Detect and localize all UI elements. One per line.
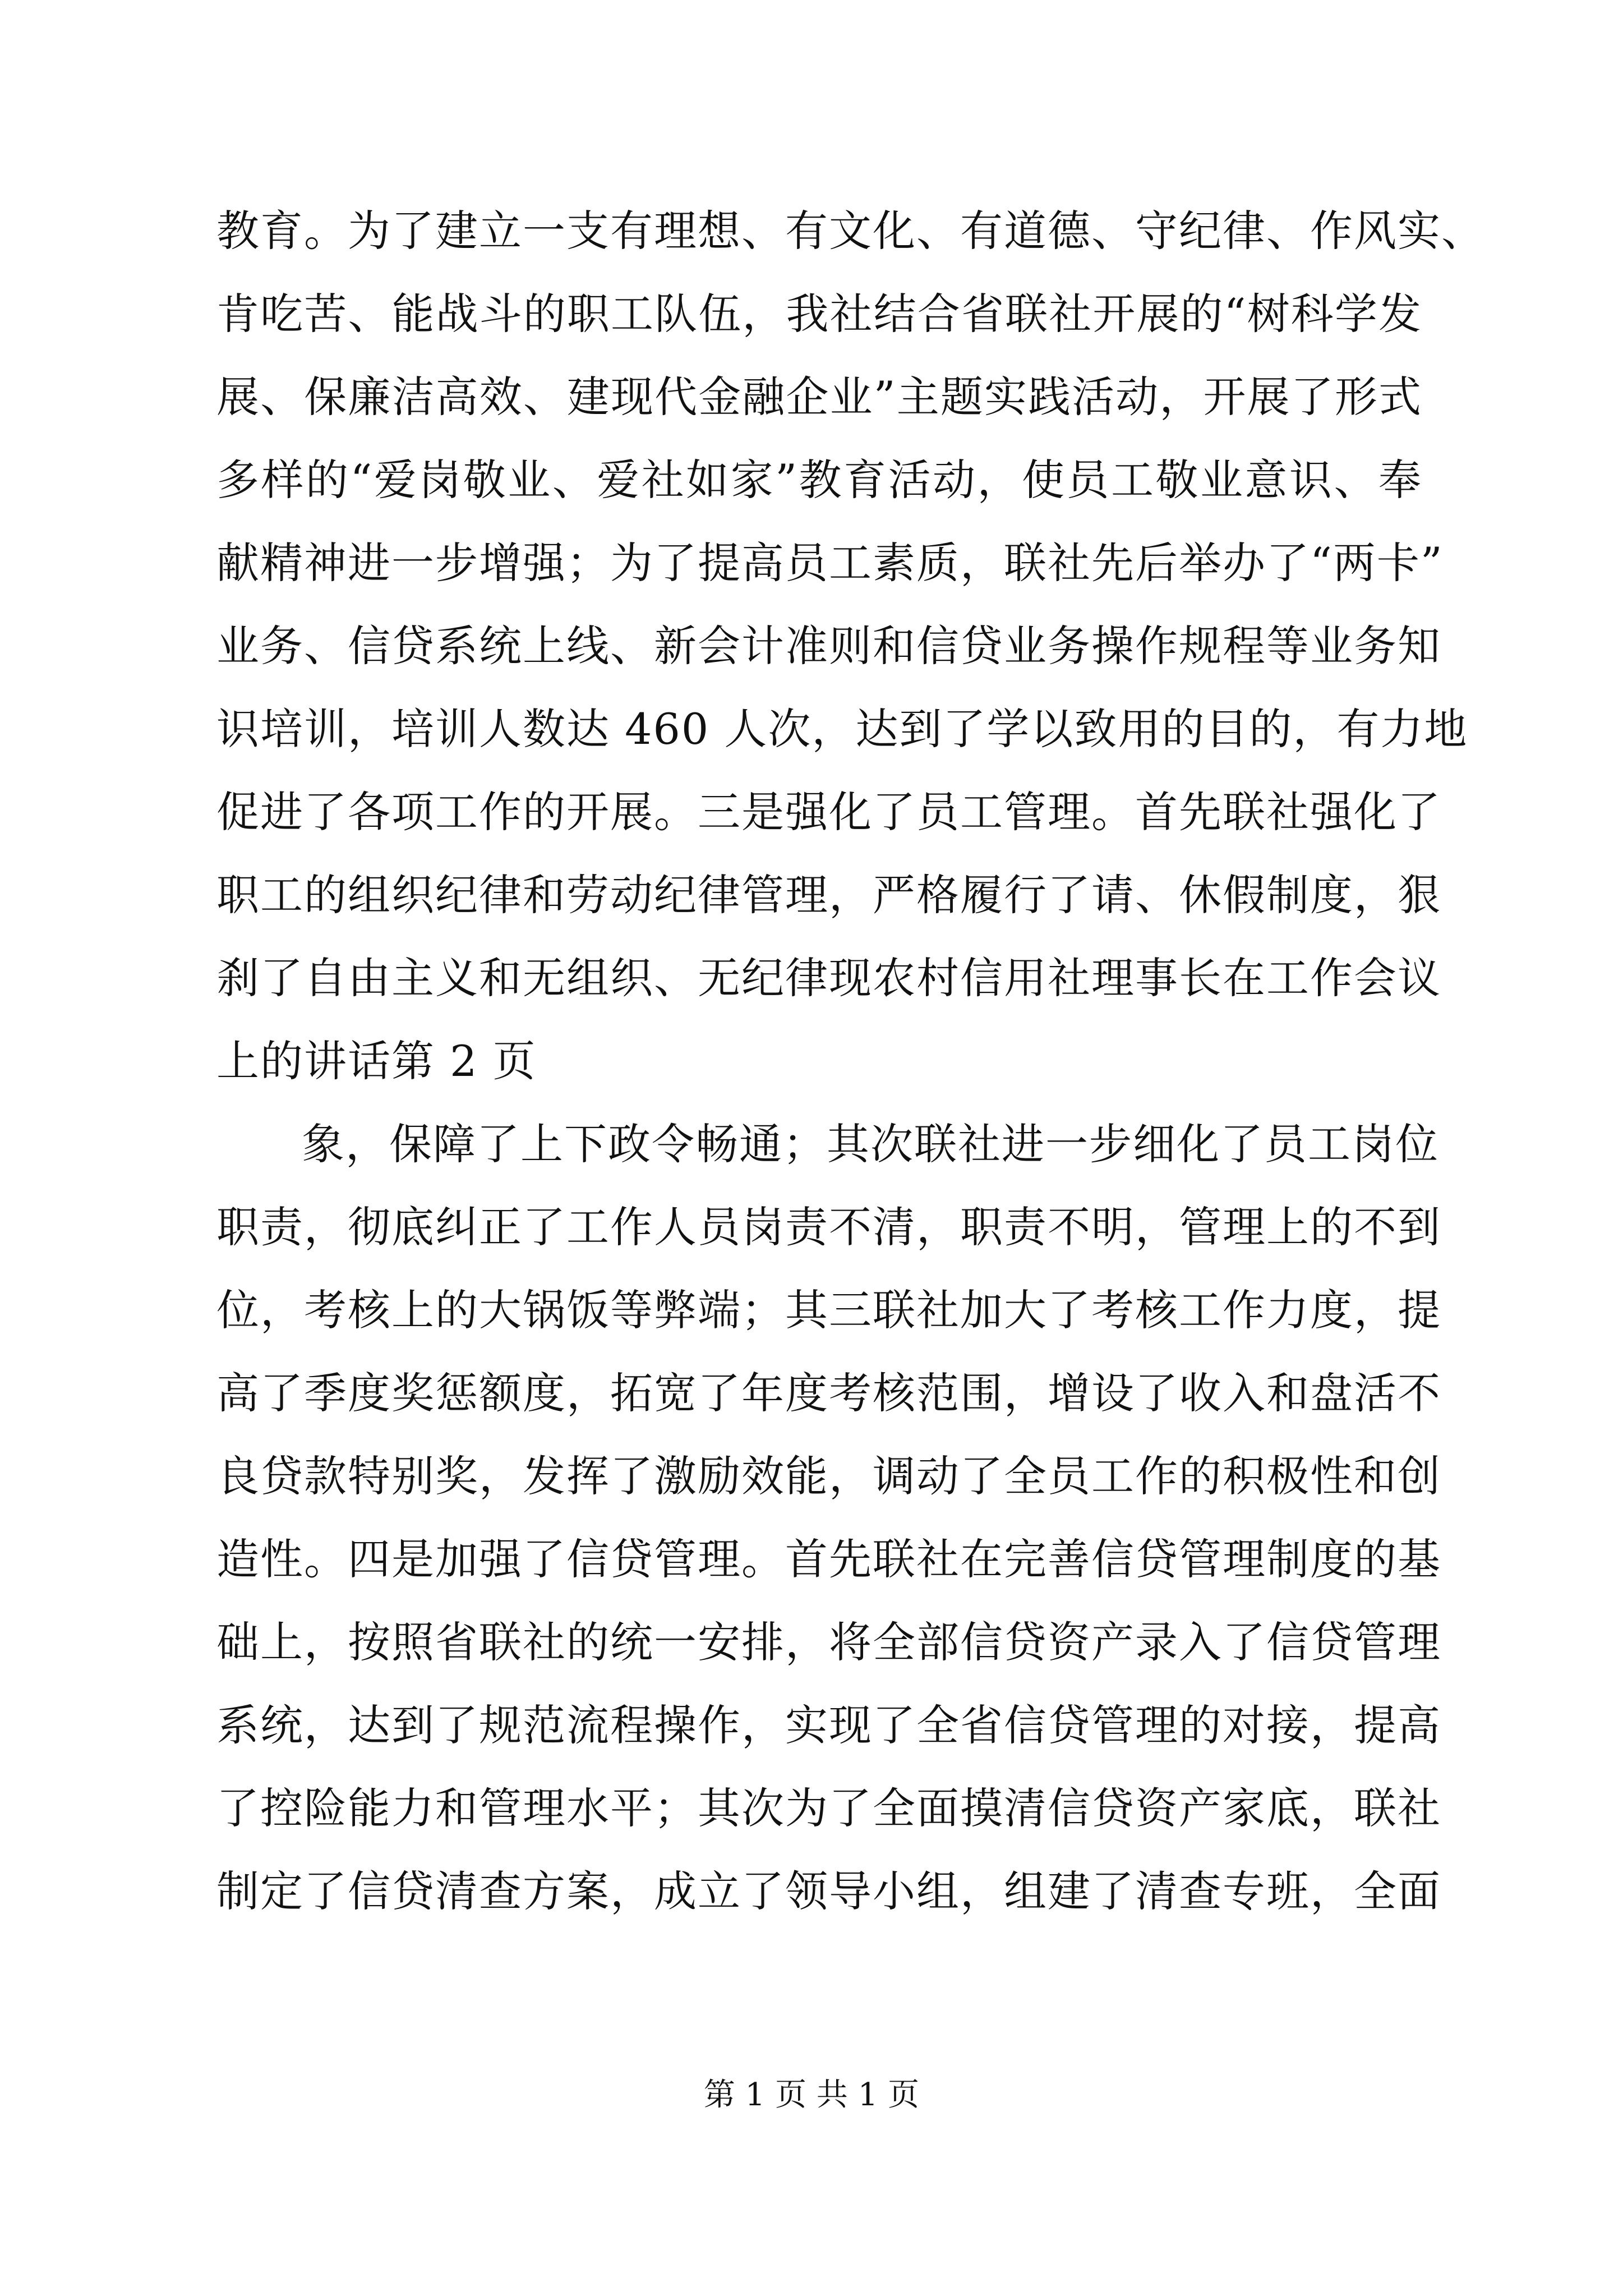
text-line: 础上，按照省联社的统一安排，将全部信贷资产录入了信贷管理 xyxy=(216,1617,1441,1667)
text-line: 职责，彻底纠正了工作人员岗责不清，职责不明，管理上的不到 xyxy=(216,1202,1441,1252)
text-line: 业务、信贷系统上线、新会计准则和信贷业务操作规程等业务知 xyxy=(216,621,1441,671)
text-line: 献精神进一步增强；为了提高员工素质，联社先后举办了“两卡” xyxy=(216,538,1444,588)
text-line: 良贷款特别奖，发挥了激励效能，调动了全员工作的积极性和创 xyxy=(216,1451,1441,1501)
text-line: 职工的组织纪律和劳动纪律管理，严格履行了请、休假制度，狠 xyxy=(216,870,1441,920)
text-line: 了控险能力和管理水平；其次为了全面摸清信贷资产家底，联社 xyxy=(216,1783,1441,1833)
text-line: 识培训，培训人数达 460 人次，达到了学以致用的目的，有力地 xyxy=(216,704,1468,754)
page-number-label: 第 1 页 共 1 页 xyxy=(703,2077,920,2113)
text-line: 多样的“爱岗敬业、爱社如家”教育活动，使员工敬业意识、奉 xyxy=(216,455,1422,505)
text-line: 刹了自由主义和无组织、无纪律现农村信用社理事长在工作会议 xyxy=(216,953,1441,1003)
text-line: 教育。为了建立一支有理想、有文化、有道德、守纪律、作风实、 xyxy=(216,206,1485,256)
text-line: 展、保廉洁高效、建现代金融企业”主题实践活动，开展了形式 xyxy=(216,372,1422,422)
text-line: 高了季度奖惩额度，拓宽了年度考核范围，增设了收入和盘活不 xyxy=(216,1368,1441,1418)
document-body xyxy=(216,190,1485,1933)
text-line: 造性。四是加强了信贷管理。首先联社在完善信贷管理制度的基 xyxy=(216,1534,1441,1584)
text-line-paragraph-start: 象，保障了上下政令畅通；其次联社进一步细化了员工岗位 xyxy=(302,1119,1439,1169)
text-line: 制定了信贷清查方案，成立了领导小组，组建了清查专班，全面 xyxy=(216,1866,1441,1916)
text-line: 位，考核上的大锅饭等弊端；其三联社加大了考核工作力度，提 xyxy=(216,1285,1441,1335)
page-footer xyxy=(0,2076,1623,2115)
text-line: 促进了各项工作的开展。三是强化了员工管理。首先联社强化了 xyxy=(216,787,1441,837)
text-line: 系统，达到了规范流程操作，实现了全省信贷管理的对接，提高 xyxy=(216,1700,1441,1750)
text-line: 肯吃苦、能战斗的职工队伍，我社结合省联社开展的“树科学发 xyxy=(216,289,1422,339)
text-line-paragraph-end: 上的讲话第 2 页 xyxy=(216,1036,537,1086)
